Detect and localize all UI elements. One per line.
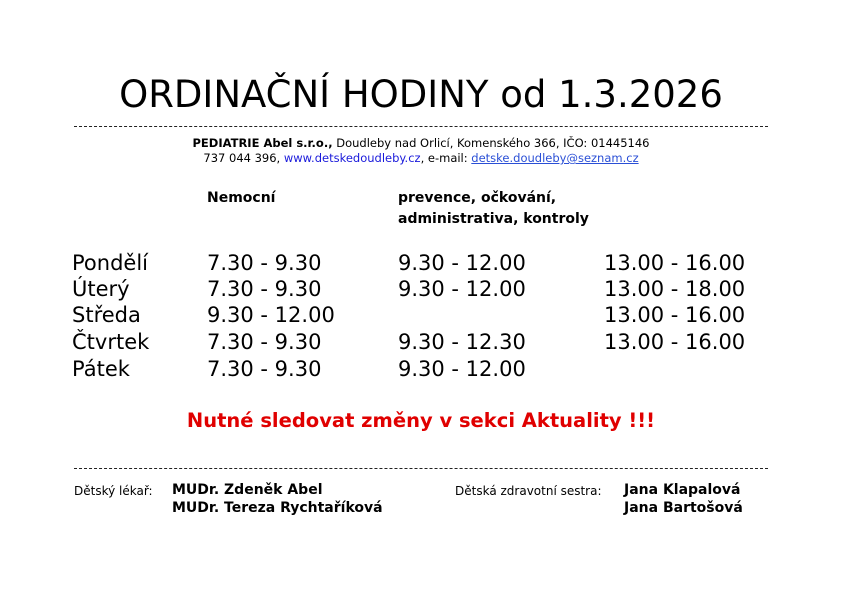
day-label: Středa bbox=[72, 303, 141, 327]
schedule-row-friday bbox=[0, 356, 842, 382]
email-label: , e-mail: bbox=[420, 151, 472, 165]
day-label: Čtvrtek bbox=[72, 330, 150, 354]
sick-hours: 7.30 - 9.30 bbox=[207, 277, 322, 301]
prevention-hours: 9.30 - 12.30 bbox=[398, 330, 526, 354]
schedule-row-thursday bbox=[0, 329, 842, 355]
nurse-name: Jana Klapalová bbox=[624, 482, 741, 498]
column-header-sick: Nemocní bbox=[207, 190, 276, 206]
day-label: Pátek bbox=[72, 357, 130, 381]
divider-bottom bbox=[74, 468, 768, 469]
warning-notice: Nutné sledovat změny v sekci Aktuality !!! bbox=[186, 409, 656, 432]
sick-hours: 9.30 - 12.00 bbox=[207, 303, 335, 327]
sick-hours: 7.30 - 9.30 bbox=[207, 357, 322, 381]
sick-hours: 7.30 - 9.30 bbox=[207, 330, 322, 354]
phone-number: 737 044 396, bbox=[203, 151, 284, 165]
afternoon-hours: 13.00 - 16.00 bbox=[604, 251, 746, 275]
day-label: Úterý bbox=[72, 277, 130, 301]
day-label: Pondělí bbox=[72, 251, 148, 275]
schedule-row-wednesday bbox=[0, 302, 842, 328]
doctor-label: Dětský lékař: bbox=[74, 484, 153, 498]
email-link[interactable]: detske.doudleby@seznam.cz bbox=[471, 151, 639, 165]
afternoon-hours: 13.00 - 16.00 bbox=[604, 303, 746, 327]
column-header-prevention bbox=[398, 188, 589, 230]
page-title: ORDINAČNÍ HODINY od 1.3.2026 bbox=[119, 73, 723, 116]
prevention-hours: 9.30 - 12.00 bbox=[398, 277, 526, 301]
divider-top bbox=[74, 126, 768, 127]
column-header-prevention-line2: administrativa, kontroly bbox=[398, 211, 589, 227]
prevention-hours: 9.30 - 12.00 bbox=[398, 357, 526, 381]
doctor-name: MUDr. Zdeněk Abel bbox=[172, 482, 323, 498]
sick-hours: 7.30 - 9.30 bbox=[207, 251, 322, 275]
nurse-label: Dětská zdravotní sestra: bbox=[455, 484, 602, 498]
column-header-prevention-line1: prevence, očkování, bbox=[398, 190, 557, 206]
website-link[interactable]: www.detskedoudleby.cz bbox=[283, 151, 421, 165]
nurse-name: Jana Bartošová bbox=[624, 500, 743, 516]
company-info-line bbox=[0, 136, 842, 151]
schedule-row-tuesday bbox=[0, 276, 842, 302]
contact-info-line bbox=[0, 151, 842, 166]
prevention-hours: 9.30 - 12.00 bbox=[398, 251, 526, 275]
company-name: PEDIATRIE Abel s.r.o., bbox=[192, 136, 333, 150]
afternoon-hours: 13.00 - 18.00 bbox=[604, 277, 746, 301]
schedule-row-monday bbox=[0, 250, 842, 276]
doctor-name: MUDr. Tereza Rychtaříková bbox=[172, 500, 383, 516]
afternoon-hours: 13.00 - 16.00 bbox=[604, 330, 746, 354]
company-address: Doudleby nad Orlicí, Komenského 366, IČO: 01445146 bbox=[332, 136, 650, 150]
